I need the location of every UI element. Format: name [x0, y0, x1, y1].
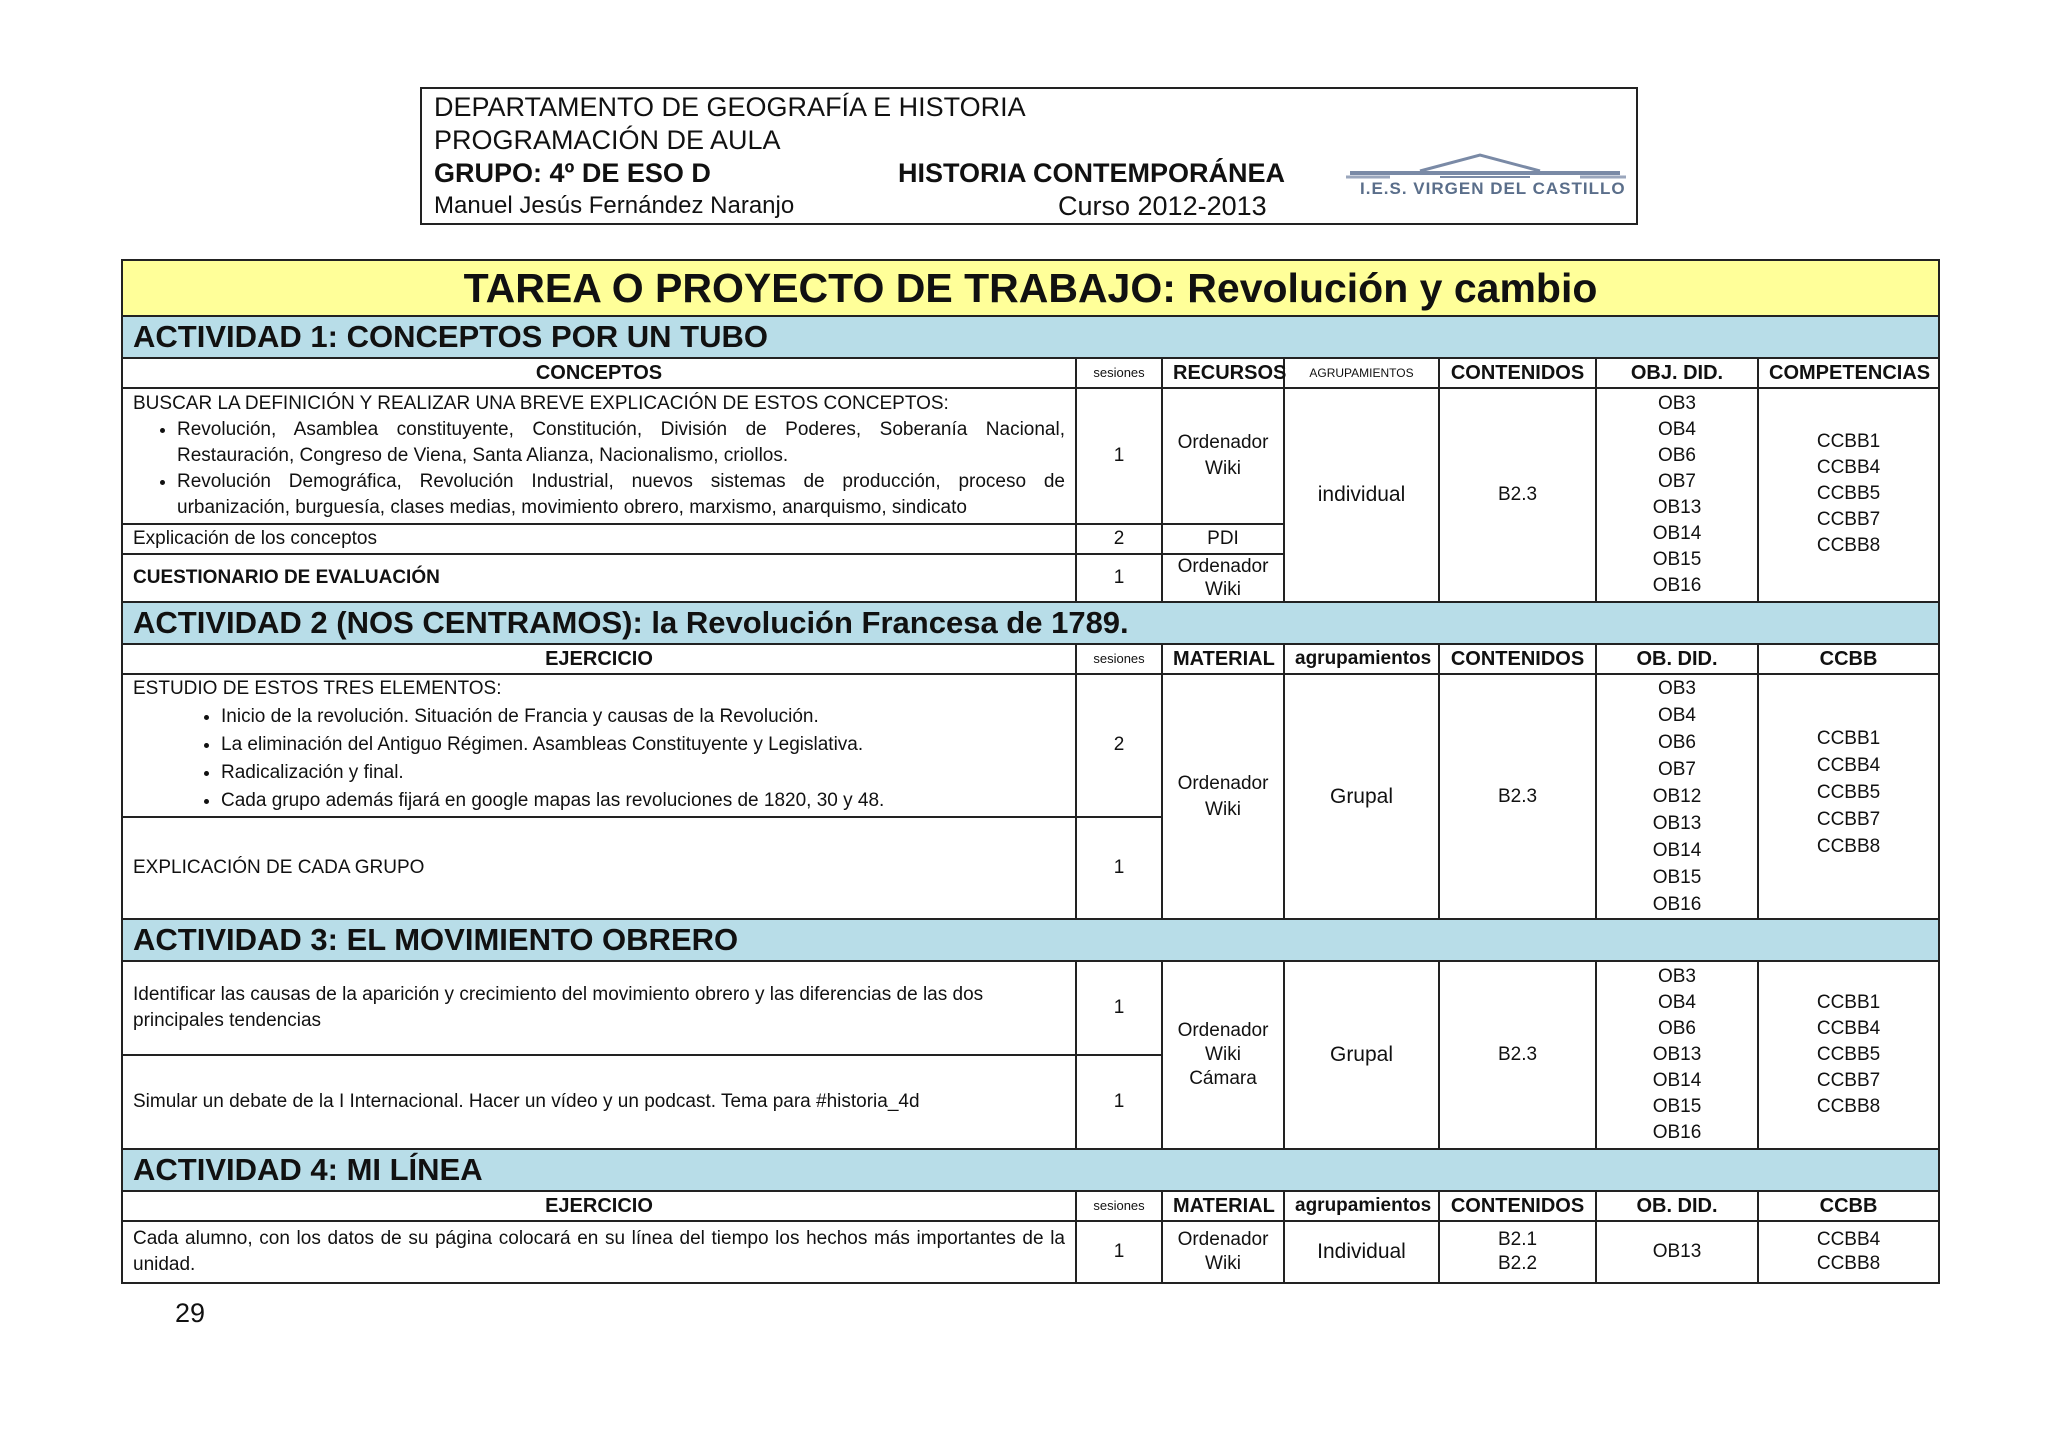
objective-item: OB7: [1657, 471, 1697, 492]
competence-item: CCBB8: [1816, 1096, 1881, 1117]
activity-1-column-headers: [122, 358, 1939, 388]
col-header: MATERIAL: [1162, 644, 1284, 674]
activity-3-heading-row: [122, 919, 1939, 961]
material-item: Ordenador: [1177, 772, 1269, 794]
objectives-cell: OB13: [1596, 1221, 1758, 1283]
resource-item: Wiki: [1205, 579, 1241, 600]
table-row: [122, 961, 1939, 1055]
exercise-cell: Identificar las causas de la aparición y crecimiento del movimiento obrero y las diferencias de las dos principales tendencias: [122, 961, 1076, 1055]
competence-item: CCBB1: [1816, 728, 1881, 749]
list-item: • La eliminación del Antiguo Régimen. Asambleas Constituyente y Legislativa.: [221, 731, 1065, 759]
table-row: [122, 1221, 1939, 1283]
material-cell: [1162, 1221, 1284, 1283]
material-item: Cámara: [1189, 1068, 1257, 1089]
objective-item: OB6: [1657, 732, 1697, 753]
col-header: CCBB: [1758, 644, 1939, 674]
objective-item: OB15: [1652, 549, 1702, 570]
objective-item: OB16: [1652, 894, 1702, 915]
competence-item: CCBB8: [1816, 535, 1881, 556]
objective-item: OB6: [1657, 445, 1697, 466]
list-item: • Inicio de la revolución. Situación de Francia y causas de la Revolución.: [221, 703, 1065, 731]
exercise-cell: Simular un debate de la I Internacional. Hacer un vídeo y un podcast. Tema para #historia_4d: [122, 1055, 1076, 1149]
content-item: B2.1: [1497, 1229, 1538, 1250]
competence-item: CCBB7: [1816, 809, 1881, 830]
objective-item: OB13: [1652, 1044, 1702, 1065]
document-header: [420, 87, 1638, 225]
competences-cell: [1758, 674, 1939, 919]
material-cell: [1162, 674, 1284, 919]
objective-item: OB4: [1657, 419, 1697, 440]
contents-cell: B2.3: [1439, 388, 1596, 602]
activity-4-heading: ACTIVIDAD 4: MI LÍNEA: [122, 1149, 1939, 1191]
col-header: CONTENIDOS: [1439, 1191, 1596, 1221]
competence-item: CCBB7: [1816, 1070, 1881, 1091]
exercise-intro: ESTUDIO DE ESTOS TRES ELEMENTOS:: [133, 678, 502, 700]
list-item: • Cada grupo además fijará en google mapas las revoluciones de 1820, 30 y 48.: [221, 787, 1065, 815]
grouping-cell: individual: [1284, 388, 1439, 602]
col-header: EJERCICIO: [122, 1191, 1076, 1221]
competence-item: CCBB4: [1816, 457, 1881, 478]
objective-item: OB14: [1652, 1070, 1702, 1091]
col-header: RECURSOS: [1162, 358, 1284, 388]
objective-item: OB7: [1657, 759, 1697, 780]
objective-item: OB13: [1652, 813, 1702, 834]
contents-cell: [1439, 1221, 1596, 1283]
sessions-cell: 1: [1076, 961, 1162, 1055]
objective-item: OB3: [1657, 393, 1697, 414]
exercise-cell: [122, 674, 1076, 817]
resource-item: Ordenador: [1177, 556, 1269, 577]
competence-item: CCBB5: [1816, 483, 1881, 504]
content-item: B2.2: [1497, 1253, 1538, 1274]
objective-item: OB13: [1652, 497, 1702, 518]
objectives-cell: [1596, 961, 1758, 1149]
col-header: COMPETENCIAS: [1758, 358, 1939, 388]
objective-item: OB14: [1652, 523, 1702, 544]
programming-title: PROGRAMACIÓN DE AULA: [434, 125, 781, 155]
school-building-icon: [1340, 149, 1630, 183]
col-header: agrupamientos: [1284, 644, 1439, 674]
school-logo-text: I.E.S. VIRGEN DEL CASTILLO: [1360, 179, 1626, 198]
sessions-cell: 2: [1076, 674, 1162, 817]
objective-item: OB3: [1657, 966, 1697, 987]
competence-item: CCBB4: [1816, 755, 1881, 776]
resource-item: Ordenador: [1177, 432, 1269, 453]
department-title: DEPARTAMENTO DE GEOGRAFÍA E HISTORIA: [434, 92, 1026, 122]
grouping-cell: Grupal: [1284, 961, 1439, 1149]
objective-item: OB4: [1657, 705, 1697, 726]
resources-cell: [1162, 388, 1284, 524]
competence-item: CCBB5: [1816, 782, 1881, 803]
activity-2-heading: ACTIVIDAD 2 (NOS CENTRAMOS): la Revolución Francesa de 1789.: [122, 602, 1939, 644]
col-header: sesiones: [1076, 1191, 1162, 1221]
objectives-cell: [1596, 388, 1758, 602]
project-title: TAREA O PROYECTO DE TRABAJO: Revolución y cambio: [122, 260, 1939, 316]
objective-item: OB15: [1652, 867, 1702, 888]
exercise-cell: EXPLICACIÓN DE CADA GRUPO: [122, 817, 1076, 919]
material-item: Ordenador: [1177, 1229, 1269, 1250]
table-row: [122, 674, 1939, 817]
activity-2-heading-row: [122, 602, 1939, 644]
col-header: MATERIAL: [1162, 1191, 1284, 1221]
explanation-cell: Explicación de los conceptos: [122, 524, 1076, 554]
objective-item: OB16: [1652, 575, 1702, 596]
col-header: OB. DID.: [1596, 644, 1758, 674]
school-logo: [1340, 149, 1630, 209]
material-item: Wiki: [1205, 1253, 1241, 1274]
evaluation-cell: CUESTIONARIO DE EVALUACIÓN: [122, 554, 1076, 602]
sessions-cell: 1: [1076, 1055, 1162, 1149]
author-name: Manuel Jesús Fernández Naranjo: [434, 192, 795, 219]
col-header: CONTENIDOS: [1439, 358, 1596, 388]
competences-cell: [1758, 961, 1939, 1149]
list-item: • Radicalización y final.: [221, 759, 1065, 787]
col-header: AGRUPAMIENTOS: [1284, 358, 1439, 388]
competence-item: CCBB4: [1816, 1229, 1881, 1250]
competence-item: CCBB5: [1816, 1044, 1881, 1065]
page-number: 29: [175, 1298, 206, 1328]
concepts-intro: BUSCAR LA DEFINICIÓN Y REALIZAR UNA BREVE EXPLICACIÓN DE ESTOS CONCEPTOS:: [133, 393, 949, 414]
competence-item: CCBB1: [1816, 992, 1881, 1013]
resources-cell: [1162, 554, 1284, 602]
material-item: Wiki: [1205, 1044, 1241, 1065]
table-row: [122, 388, 1939, 524]
objective-item: OB3: [1657, 678, 1697, 699]
col-header: sesiones: [1076, 358, 1162, 388]
objective-item: OB12: [1652, 786, 1702, 807]
material-cell: [1162, 961, 1284, 1149]
competence-item: CCBB7: [1816, 509, 1881, 530]
subject-label: HISTORIA CONTEMPORÁNEA: [898, 158, 1286, 188]
material-item: Ordenador: [1177, 1020, 1269, 1041]
objective-item: OB16: [1652, 1122, 1702, 1143]
competences-cell: [1758, 388, 1939, 602]
sessions-cell: 1: [1076, 1221, 1162, 1283]
sessions-cell: 2: [1076, 524, 1162, 554]
col-header: CONTENIDOS: [1439, 644, 1596, 674]
col-header: OB. DID.: [1596, 1191, 1758, 1221]
activity-1-heading: ACTIVIDAD 1: CONCEPTOS POR UN TUBO: [122, 316, 1939, 358]
project-table: [121, 259, 1940, 1284]
col-header: EJERCICIO: [122, 644, 1076, 674]
activity-1-heading-row: [122, 316, 1939, 358]
activity-3-heading: ACTIVIDAD 3: EL MOVIMIENTO OBRERO: [122, 919, 1939, 961]
competence-item: CCBB8: [1816, 1253, 1881, 1274]
col-header: CONCEPTOS: [122, 358, 1076, 388]
concepts-cell: [122, 388, 1076, 524]
competence-item: CCBB8: [1816, 836, 1881, 857]
contents-cell: B2.3: [1439, 961, 1596, 1149]
exercise-list: [133, 703, 1065, 815]
material-item: Wiki: [1205, 798, 1241, 820]
contents-cell: B2.3: [1439, 674, 1596, 919]
competences-cell: [1758, 1221, 1939, 1283]
title-row: [122, 260, 1939, 316]
activity-4-heading-row: [122, 1149, 1939, 1191]
exercise-cell: Cada alumno, con los datos de su página colocará en su línea del tiempo los hechos más importantes de la unidad.: [122, 1221, 1076, 1283]
objective-item: OB14: [1652, 840, 1702, 861]
sessions-cell: 1: [1076, 817, 1162, 919]
col-header: CCBB: [1758, 1191, 1939, 1221]
activity-4-column-headers: [122, 1191, 1939, 1221]
competence-item: CCBB1: [1816, 431, 1881, 452]
objectives-cell: [1596, 674, 1758, 919]
resources-cell: PDI: [1162, 524, 1284, 554]
resource-item: Wiki: [1205, 458, 1241, 479]
grouping-cell: Individual: [1284, 1221, 1439, 1283]
objective-item: OB4: [1657, 992, 1697, 1013]
group-label: GRUPO: 4º DE ESO D: [434, 158, 711, 188]
sessions-cell: 1: [1076, 554, 1162, 602]
list-item: • Revolución, Asamblea constituyente, Constitución, División de Poderes, Soberanía Nacional, Restauración, Congreso de Viena, Santa Alianza, Nacionalismo, criollos.: [177, 417, 1065, 469]
competence-item: CCBB4: [1816, 1018, 1881, 1039]
col-header: sesiones: [1076, 644, 1162, 674]
activity-2-column-headers: [122, 644, 1939, 674]
objective-item: OB6: [1657, 1018, 1697, 1039]
col-header: OBJ. DID.: [1596, 358, 1758, 388]
course-label: Curso 2012-2013: [1058, 191, 1267, 221]
grouping-cell: Grupal: [1284, 674, 1439, 919]
col-header: agrupamientos: [1284, 1191, 1439, 1221]
sessions-cell: 1: [1076, 388, 1162, 524]
concepts-list: [133, 417, 1065, 521]
objective-item: OB15: [1652, 1096, 1702, 1117]
list-item: • Revolución Demográfica, Revolución Industrial, nuevos sistemas de producción, proceso de urbanización, burguesía, clases medias, movimiento obrero, marxismo, anarquismo, sindicato: [177, 469, 1065, 521]
